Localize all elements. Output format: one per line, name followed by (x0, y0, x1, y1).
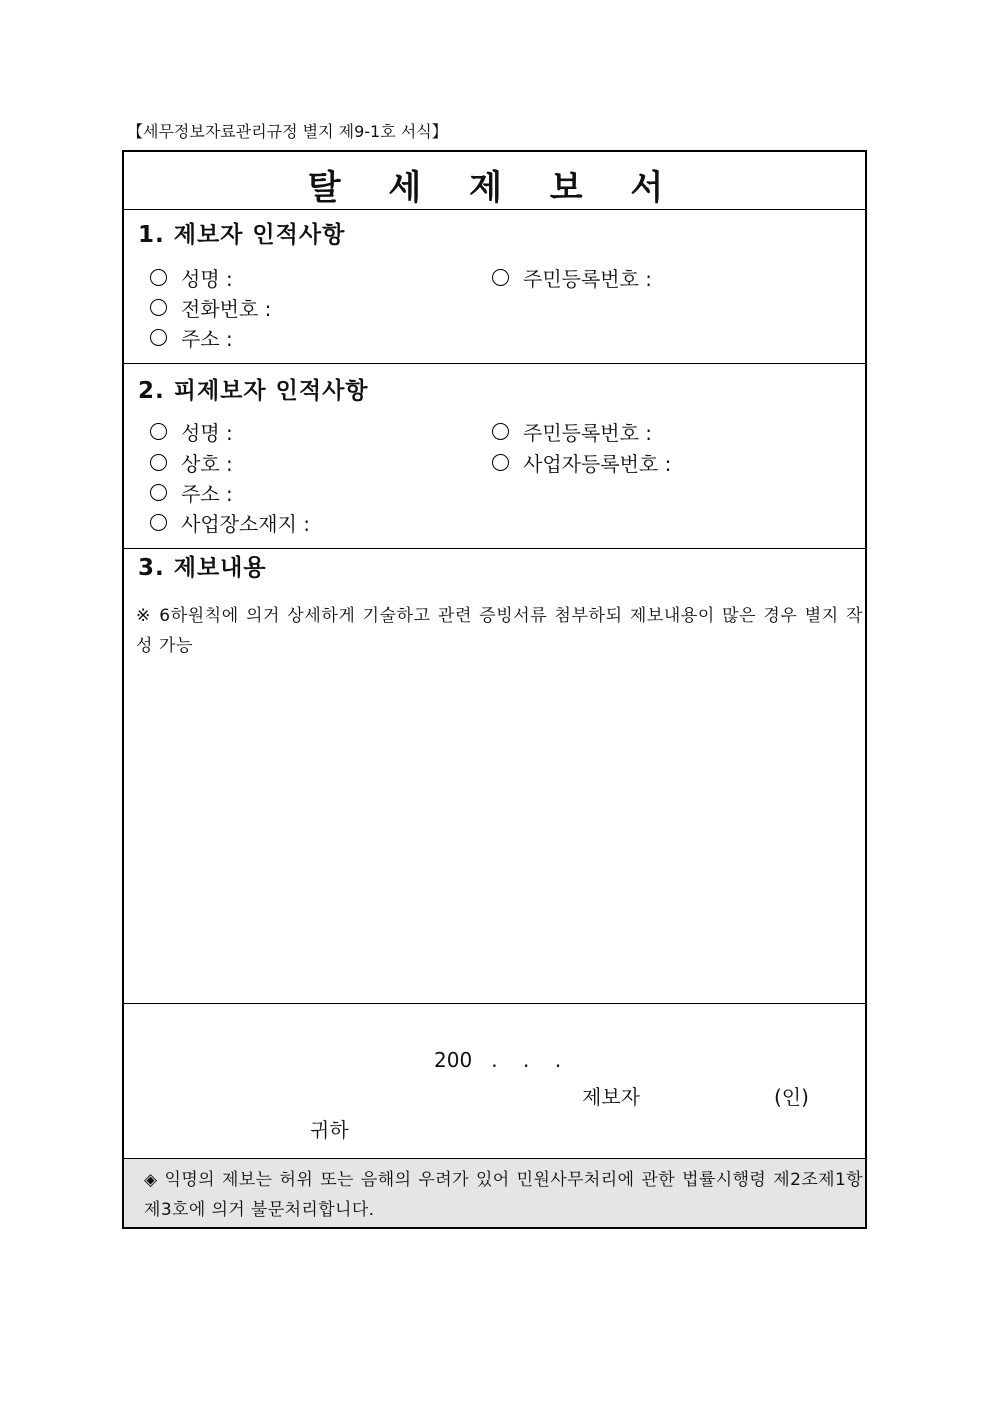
reporter-name-field[interactable] (150, 263, 233, 292)
reported-business-location-field[interactable] (150, 508, 310, 537)
title-row (124, 152, 865, 210)
reported-trade-name-field[interactable] (150, 448, 233, 477)
anonymous-notice (124, 1159, 865, 1227)
circle-bullet-icon (492, 454, 509, 471)
field-label: 주소 : (181, 327, 233, 351)
form-title: 탈 세 제 보 서 (307, 168, 682, 208)
section-heading: 2. 피제보자 인적사항 (138, 378, 369, 404)
signature-block (124, 1004, 865, 1159)
field-label: 전화번호 : (181, 297, 272, 321)
field-label: 사업자등록번호 : (523, 452, 672, 476)
circle-bullet-icon (150, 423, 167, 440)
field-label: 성명 : (181, 267, 233, 291)
addressee-label: 귀하 (310, 1118, 349, 1142)
section-heading: 1. 제보자 인적사항 (138, 222, 346, 248)
section-report-content (124, 549, 865, 1004)
circle-bullet-icon (492, 423, 509, 440)
field-label: 주민등록번호 : (523, 267, 653, 291)
section-reporter-info (124, 210, 865, 364)
tax-evasion-report-form (122, 150, 867, 1229)
reporter-phone-field[interactable] (150, 293, 271, 322)
date-field[interactable]: 200 . . . (434, 1048, 562, 1072)
reported-business-reg-no-field[interactable] (492, 448, 671, 477)
circle-bullet-icon (150, 484, 167, 501)
circle-bullet-icon (150, 514, 167, 531)
circle-bullet-icon (492, 269, 509, 286)
reported-name-field[interactable] (150, 417, 233, 446)
circle-bullet-icon (150, 269, 167, 286)
notice-text: ◈ 익명의 제보는 허위 또는 음해의 우려가 있어 민원사무처리에 관한 법률시행령 제2조제1항제3호에 의거 불문처리합니다. (144, 1170, 863, 1220)
seal-label: (인) (774, 1085, 809, 1109)
field-label: 상호 : (181, 452, 233, 476)
field-label: 주소 : (181, 482, 233, 506)
field-label: 주민등록번호 : (523, 421, 653, 445)
circle-bullet-icon (150, 454, 167, 471)
field-label: 사업장소재지 : (181, 512, 311, 536)
reporter-resident-no-field[interactable] (492, 263, 652, 292)
section-reported-info (124, 364, 865, 549)
circle-bullet-icon (150, 299, 167, 316)
reported-resident-no-field[interactable] (492, 417, 652, 446)
section-heading: 3. 제보내용 (138, 555, 267, 581)
reporter-label: 제보자 (582, 1085, 640, 1109)
circle-bullet-icon (150, 329, 167, 346)
reporter-address-field[interactable] (150, 323, 233, 352)
reported-address-field[interactable] (150, 478, 233, 507)
content-guide-text: ※ 6하원칙에 의거 상세하게 기술하고 관련 증빙서류 첨부하되 제보내용이 많은 경우 별지 작성 가능 (136, 606, 863, 656)
field-label: 성명 : (181, 421, 233, 445)
form-reference: 【세무정보자료관리규정 별지 제9-1호 서식】 (127, 122, 448, 141)
